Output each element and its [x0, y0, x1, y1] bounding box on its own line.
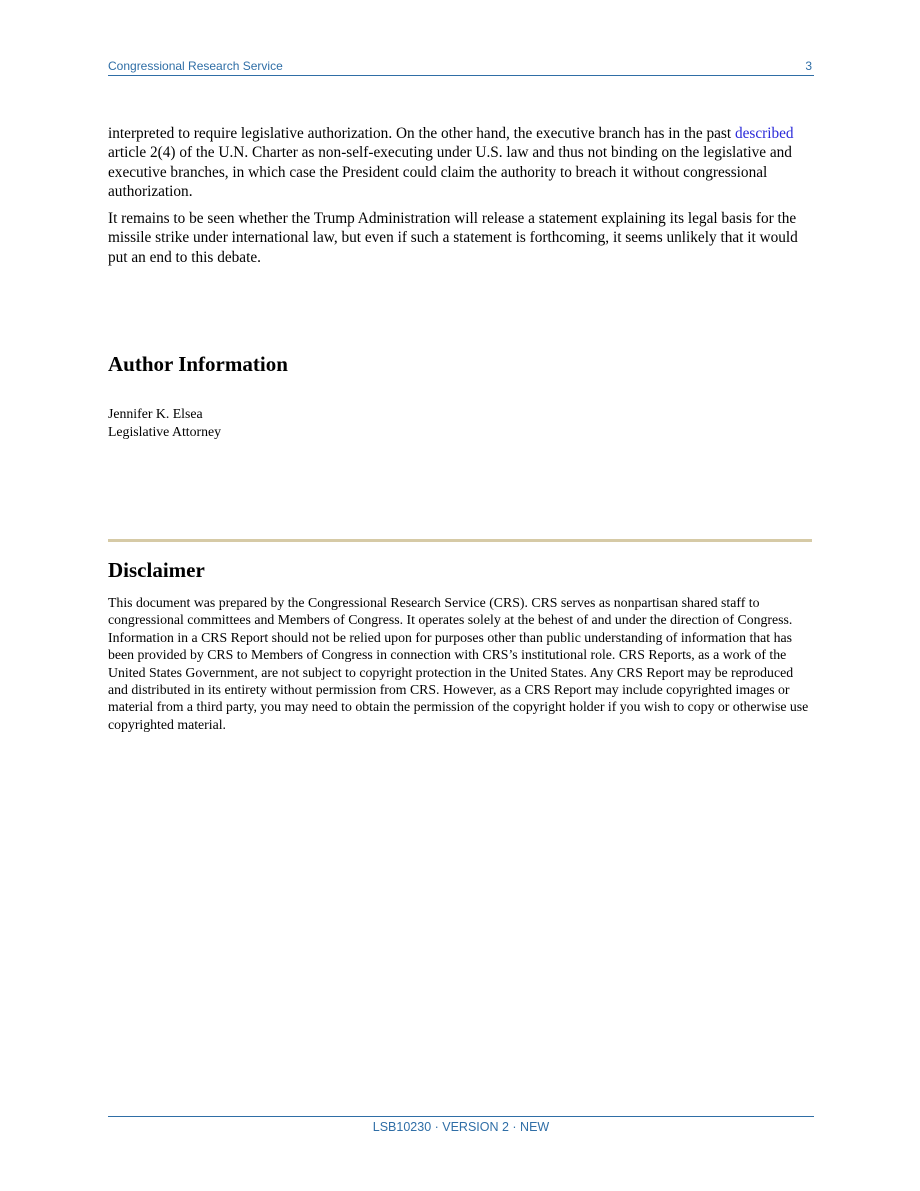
- p1-text-start: interpreted to require legislative authorization. On the other hand, the executive branch has in the past: [108, 125, 735, 142]
- author-name: Jennifer K. Elsea: [108, 406, 203, 421]
- page-header: [108, 57, 814, 76]
- section-divider: [108, 539, 812, 542]
- described-link[interactable]: described: [734, 125, 794, 142]
- author-block: [108, 405, 221, 441]
- header-page-number: 3: [805, 59, 812, 73]
- body-paragraph-2: It remains to be seen whether the Trump Administration will release a statement explaining its legal basis for the missile strike under international law, but even if such a statement is forthcoming, it seems unlikely that it would put an end to this debate.: [108, 210, 798, 266]
- p1-text-end: article 2(4) of the U.N. Charter as non-self-executing under U.S. law and thus not binding on the legislative and executive branches, in which case the President could claim the authority to breach it without congressional authorization.: [108, 144, 792, 200]
- footer-label: LSB10230 · VERSION 2 · NEW: [372, 1120, 550, 1134]
- author-title: Legislative Attorney: [108, 424, 222, 439]
- disclaimer-text: This document was prepared by the Congressional Research Service (CRS). CRS serves as nonpartisan shared staff to congressional committees and Members of Congress. It operates solely at the behest of and under the direction of Congress. Information in a CRS Report should not be relied upon for purposes other than public understanding of information that has been provided by CRS to Members of Congress in connection with CRS’s institutional role. CRS Reports, as a work of the United States Government, are not subject to copyright protection in the United States. Any CRS Report may be reproduced and distributed in its entirety without permission from CRS. However, as a CRS Report may include copyrighted images or material from a third party, you may need to obtain the permission of the copyright holder if you wish to copy or otherwise use copyrighted material.: [108, 595, 809, 732]
- body-paragraph-1: [108, 124, 814, 201]
- author-information-heading: Author Information: [108, 352, 288, 376]
- header-org-name: Congressional Research Service: [108, 59, 283, 73]
- footer-divider: [108, 1116, 814, 1117]
- disclaimer-heading: Disclaimer: [108, 558, 205, 582]
